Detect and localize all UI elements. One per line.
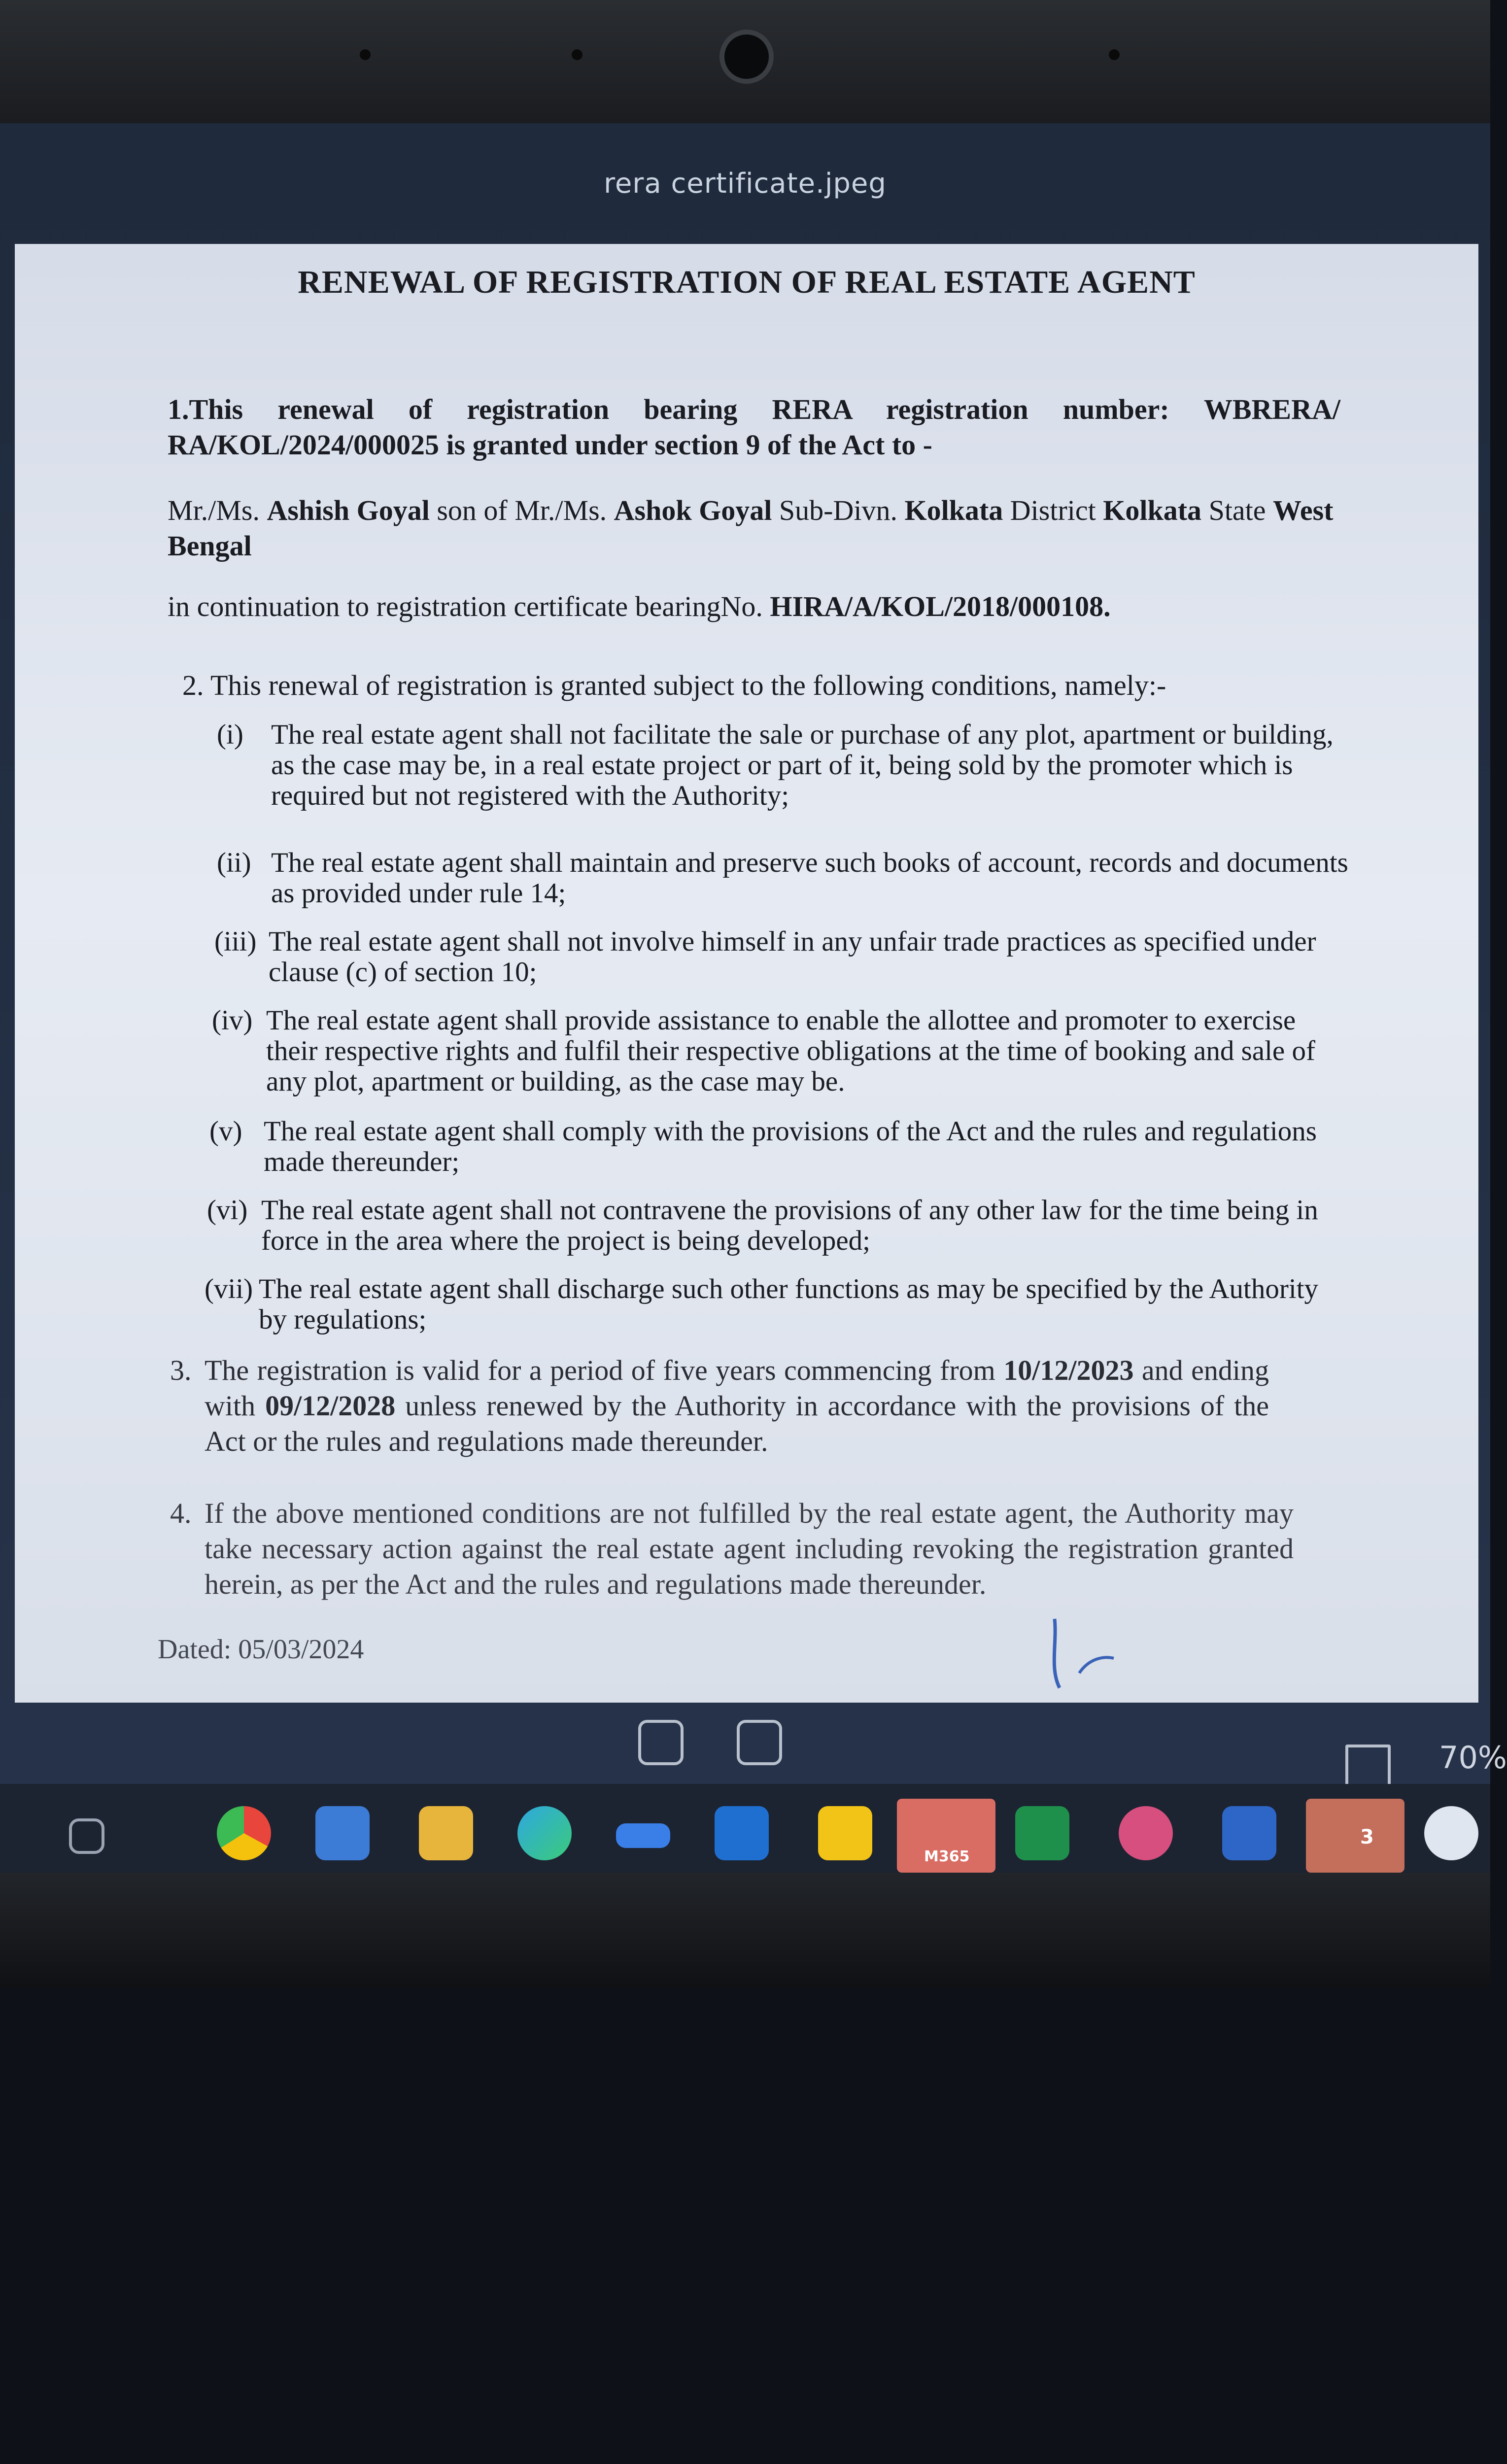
condition-item: (vi) The real estate agent shall not contravene the provisions of any other law for the time being in force in the area where the project is being developed; xyxy=(207,1195,1318,1256)
outlook-icon[interactable] xyxy=(715,1806,769,1860)
copy-text-icon[interactable] xyxy=(737,1720,782,1765)
condition-item: (ii) The real estate agent shall maintain and preserve such books of account, records and documents as provided under rule 14; xyxy=(217,847,1348,909)
document-title: RENEWAL OF REGISTRATION OF REAL ESTATE AGENT xyxy=(298,264,1196,300)
sticky-notes-icon[interactable] xyxy=(818,1806,872,1860)
conditions-heading: 2. This renewal of registration is granted subject to the following conditions, namely:- xyxy=(182,669,1166,701)
task-view-icon[interactable] xyxy=(69,1818,104,1854)
sensor-dot xyxy=(360,49,371,60)
teams-icon[interactable] xyxy=(1306,1799,1404,1873)
fit-to-window-icon[interactable] xyxy=(1345,1745,1391,1790)
excel-icon[interactable] xyxy=(1015,1806,1069,1860)
m365-icon[interactable] xyxy=(897,1799,995,1873)
m365-label: M365 xyxy=(924,1848,970,1865)
agent-details: Mr./Ms. Ashish Goyal son of Mr./Ms. Ashok Goyal Sub-Divn. Kolkata District Kolkata State West Bengal xyxy=(168,494,1334,562)
zoom-level[interactable]: 70% xyxy=(1439,1740,1507,1776)
registration-paragraph: 1.This renewal of registration bearing RERA registration number: WBRERA/ RA/KOL/2024/000025 is granted under section 9 of the Act to - xyxy=(168,393,1340,461)
file-explorer-icon[interactable] xyxy=(419,1806,473,1860)
laptop-top-bezel xyxy=(0,0,1490,123)
condition-item: (v) The real estate agent shall comply with the provisions of the Act and the rules and regulations made thereunder; xyxy=(209,1116,1317,1177)
condition-item: (iv) The real estate agent shall provide assistance to enable the allottee and promoter to exercise their respective rights and fulfil their respective obligations at the time of booking and sale of any plot, apartment or building, as the case may be. xyxy=(212,1005,1315,1097)
certificate-number: HIRA/A/KOL/2018/000108. xyxy=(770,590,1111,622)
valid-to-date: 09/12/2028 xyxy=(265,1390,396,1422)
sensor-dot xyxy=(572,49,582,60)
onedrive-icon[interactable] xyxy=(1424,1806,1478,1860)
sensor-dot xyxy=(1109,49,1120,60)
document-image xyxy=(15,244,1478,1703)
condition-item: (vii) The real estate agent shall discharge such other functions as may be specified by the Authority by regulations; xyxy=(205,1273,1319,1335)
condition-item: (iii) The real estate agent shall not involve himself in any unfair trade practices as specified under clause (c) of section 10; xyxy=(214,926,1316,988)
chrome-icon[interactable] xyxy=(217,1806,271,1860)
continuation-paragraph: in continuation to registration certificate bearingNo. HIRA/A/KOL/2018/000108. xyxy=(168,590,1111,622)
visual-search-icon[interactable] xyxy=(638,1720,684,1765)
condition-item: (i) The real estate agent shall not facilitate the sale or purchase of any plot, apartment or building, as the case may be, in a real estate project or part of it, being sold by the promoter which is required but not registered with the Authority; xyxy=(217,719,1334,811)
app-icon[interactable] xyxy=(616,1823,670,1848)
powerpoint-icon[interactable] xyxy=(1119,1806,1173,1860)
dated-line: Dated: 05/03/2024 xyxy=(158,1634,364,1665)
registration-number: WBRERA/ RA/KOL/2024/000025 xyxy=(168,393,1340,461)
validity-paragraph: 3. The registration is valid for a period of five years commencing from 10/12/2023 and ending with 09/12/2028 unless renewed by the Authority in accordance with the provisions of the Act or the rules and regulations made thereunder. xyxy=(170,1354,1269,1457)
word-icon[interactable] xyxy=(1222,1806,1276,1860)
agent-name: Ashish Goyal xyxy=(267,494,430,526)
valid-from-date: 10/12/2023 xyxy=(1003,1354,1134,1386)
store-icon[interactable] xyxy=(315,1806,370,1860)
teams-badge: 3 xyxy=(1360,1826,1374,1848)
signature-mark xyxy=(1045,1614,1158,1693)
edge-icon[interactable] xyxy=(517,1806,572,1860)
father-name: Ashok Goyal xyxy=(614,494,772,526)
viewer-toolbar xyxy=(0,1695,1490,1769)
laptop-bottom-bezel xyxy=(0,1873,1490,1987)
webcam-icon xyxy=(719,30,774,84)
viewer-filename: rera certificate.jpeg xyxy=(604,168,887,200)
revocation-paragraph: 4. If the above mentioned conditions are not fulfilled by the real estate agent, the Authority may take necessary action against the real estate agent including revoking the registration granted herein, as per the Act and the rules and regulations made thereunder. xyxy=(170,1497,1294,1600)
